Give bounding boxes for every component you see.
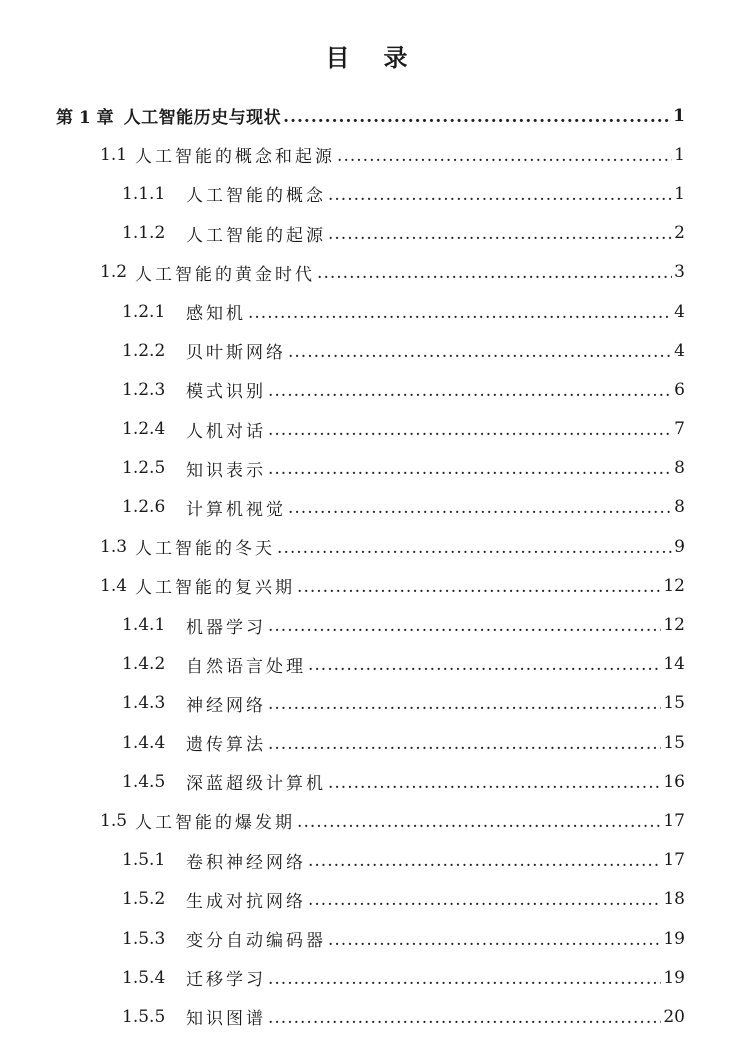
toc-title-char-2: 录 — [383, 43, 408, 72]
toc-subsection-entry[interactable] — [0, 370, 733, 409]
toc-entry-label: 人机对话 — [186, 421, 266, 442]
toc-subsection-entry[interactable] — [0, 214, 733, 253]
toc-subsection-entry[interactable] — [0, 684, 733, 723]
toc-entry-page-number: 1 — [674, 144, 685, 165]
toc-entry-page-number: 4 — [674, 340, 685, 361]
toc-entry-number: 1.1.1 — [122, 183, 166, 204]
toc-entry-number: 第 1 章 — [56, 108, 114, 129]
toc-dot-leader — [328, 930, 661, 950]
toc-entry-label: 人工智能的爆发期 — [135, 813, 296, 834]
toc-subsection-entry[interactable] — [0, 919, 733, 958]
toc-entry-number: 1.1.2 — [122, 223, 166, 244]
toc-entry-page-number: 3 — [674, 262, 685, 283]
toc-dot-leader — [268, 1008, 661, 1028]
toc-entry-label: 知识表示 — [186, 460, 266, 481]
toc-entry-number: 1.5.5 — [122, 1006, 166, 1027]
toc-entry-number: 1.2.4 — [122, 419, 166, 440]
toc-entry-number: 1.5.4 — [122, 967, 166, 988]
toc-entry-label: 计算机视觉 — [186, 499, 286, 520]
toc-subsection-entry[interactable] — [0, 605, 733, 644]
toc-subsection-entry[interactable] — [0, 292, 733, 331]
toc-entry-number: 1.4.3 — [122, 693, 166, 714]
toc-subsection-entry[interactable] — [0, 997, 733, 1036]
toc-entry-label: 变分自动编码器 — [186, 931, 326, 952]
toc-entry-page-number: 17 — [663, 850, 685, 871]
toc-section-entry[interactable] — [0, 566, 733, 605]
toc-entry-page-number: 8 — [674, 458, 685, 479]
toc-section-entry[interactable] — [0, 135, 733, 174]
toc-entry-label: 人工智能的黄金时代 — [135, 264, 316, 285]
toc-subsection-entry[interactable] — [0, 174, 733, 213]
toc-list — [0, 96, 733, 1037]
toc-dot-leader — [248, 303, 672, 323]
toc-subsection-entry[interactable] — [0, 841, 733, 880]
toc-dot-leader — [268, 616, 661, 636]
toc-section-entry[interactable] — [0, 253, 733, 292]
toc-subsection-entry[interactable] — [0, 723, 733, 762]
toc-entry-number: 1.4.4 — [122, 732, 166, 753]
toc-entry-number: 1.5.2 — [122, 889, 166, 910]
toc-dot-leader — [308, 655, 661, 675]
toc-dot-leader — [283, 107, 671, 127]
toc-title-char-1: 目 — [325, 43, 350, 72]
toc-entry-label: 机器学习 — [186, 617, 266, 638]
toc-section-entry[interactable] — [0, 527, 733, 566]
toc-entry-label: 人工智能的复兴期 — [135, 578, 296, 599]
toc-subsection-entry[interactable] — [0, 410, 733, 449]
toc-dot-leader — [317, 263, 672, 283]
toc-entry-label: 感知机 — [186, 304, 246, 325]
toc-dot-leader — [268, 734, 661, 754]
toc-entry-label: 人工智能的起源 — [186, 225, 326, 246]
toc-entry-number: 1.2.1 — [122, 301, 166, 322]
toc-dot-leader — [268, 969, 661, 989]
toc-entry-label: 人工智能的概念和起源 — [135, 147, 336, 168]
toc-chapter-entry[interactable] — [0, 96, 733, 135]
toc-entry-page-number: 7 — [674, 419, 685, 440]
toc-entry-label: 贝叶斯网络 — [186, 343, 286, 364]
toc-entry-label: 模式识别 — [186, 382, 266, 403]
toc-entry-page-number: 19 — [663, 928, 685, 949]
toc-entry-page-number: 19 — [663, 967, 685, 988]
toc-dot-leader — [288, 342, 672, 362]
toc-entry-number: 1.2.3 — [122, 379, 166, 400]
toc-entry-number: 1.4.2 — [122, 654, 166, 675]
toc-entry-page-number: 6 — [674, 379, 685, 400]
toc-title — [0, 40, 733, 76]
toc-entry-number: 1.2.5 — [122, 458, 166, 479]
toc-entry-page-number: 15 — [663, 693, 685, 714]
toc-dot-leader — [297, 812, 661, 832]
toc-dot-leader — [277, 538, 672, 558]
toc-entry-page-number: 20 — [663, 1006, 685, 1027]
toc-entry-number: 1.2.6 — [122, 497, 166, 518]
toc-dot-leader — [308, 851, 661, 871]
toc-dot-leader — [297, 577, 661, 597]
toc-dot-leader — [308, 890, 661, 910]
toc-subsection-entry[interactable] — [0, 331, 733, 370]
toc-entry-label: 迁移学习 — [186, 970, 266, 991]
toc-entry-page-number: 12 — [663, 615, 685, 636]
toc-dot-leader — [268, 381, 672, 401]
toc-entry-number: 1.4.5 — [122, 771, 166, 792]
toc-entry-number: 1.5.1 — [122, 850, 166, 871]
toc-entry-label: 知识图谱 — [186, 1009, 266, 1030]
toc-subsection-entry[interactable] — [0, 449, 733, 488]
toc-entry-number: 1.4 — [100, 575, 128, 596]
toc-dot-leader — [328, 773, 661, 793]
toc-subsection-entry[interactable] — [0, 645, 733, 684]
toc-subsection-entry[interactable] — [0, 958, 733, 997]
toc-entry-number: 1.5 — [100, 810, 128, 831]
toc-section-entry[interactable] — [0, 801, 733, 840]
toc-entry-page-number: 15 — [663, 732, 685, 753]
toc-entry-page-number: 14 — [663, 654, 685, 675]
toc-entry-number: 1.5.3 — [122, 928, 166, 949]
toc-subsection-entry[interactable] — [0, 762, 733, 801]
toc-entry-label: 遗传算法 — [186, 735, 266, 756]
toc-dot-leader — [337, 146, 672, 166]
toc-entry-page-number: 2 — [674, 223, 685, 244]
toc-dot-leader — [328, 185, 672, 205]
toc-entry-page-number: 18 — [663, 889, 685, 910]
toc-entry-label: 自然语言处理 — [186, 656, 306, 677]
toc-subsection-entry[interactable] — [0, 880, 733, 919]
toc-dot-leader — [288, 498, 672, 518]
toc-entry-page-number: 12 — [663, 575, 685, 596]
toc-entry-label: 人工智能的概念 — [186, 186, 326, 207]
toc-entry-page-number: 16 — [663, 771, 685, 792]
toc-entry-page-number: 4 — [674, 301, 685, 322]
toc-entry-label: 神经网络 — [186, 695, 266, 716]
toc-entry-label: 深蓝超级计算机 — [186, 774, 326, 795]
toc-entry-number: 1.4.1 — [122, 615, 166, 636]
toc-entry-page-number: 17 — [663, 810, 685, 831]
toc-entry-page-number: 8 — [674, 497, 685, 518]
toc-entry-page-number: 1 — [674, 183, 685, 204]
toc-dot-leader — [268, 420, 672, 440]
toc-entry-label: 卷积神经网络 — [186, 852, 306, 873]
toc-entry-number: 1.2 — [100, 262, 128, 283]
toc-entry-label: 人工智能历史与现状 — [123, 108, 282, 129]
toc-entry-label: 生成对抗网络 — [186, 891, 306, 912]
toc-subsection-entry[interactable] — [0, 488, 733, 527]
toc-entry-label: 人工智能的冬天 — [135, 539, 276, 560]
toc-entry-page-number: 1 — [673, 105, 685, 126]
toc-entry-number: 1.1 — [100, 144, 128, 165]
toc-entry-number: 1.3 — [100, 536, 128, 557]
toc-dot-leader — [268, 459, 672, 479]
toc-dot-leader — [268, 694, 661, 714]
toc-dot-leader — [328, 224, 672, 244]
toc-entry-number: 1.2.2 — [122, 340, 166, 361]
toc-entry-page-number: 9 — [674, 536, 685, 557]
